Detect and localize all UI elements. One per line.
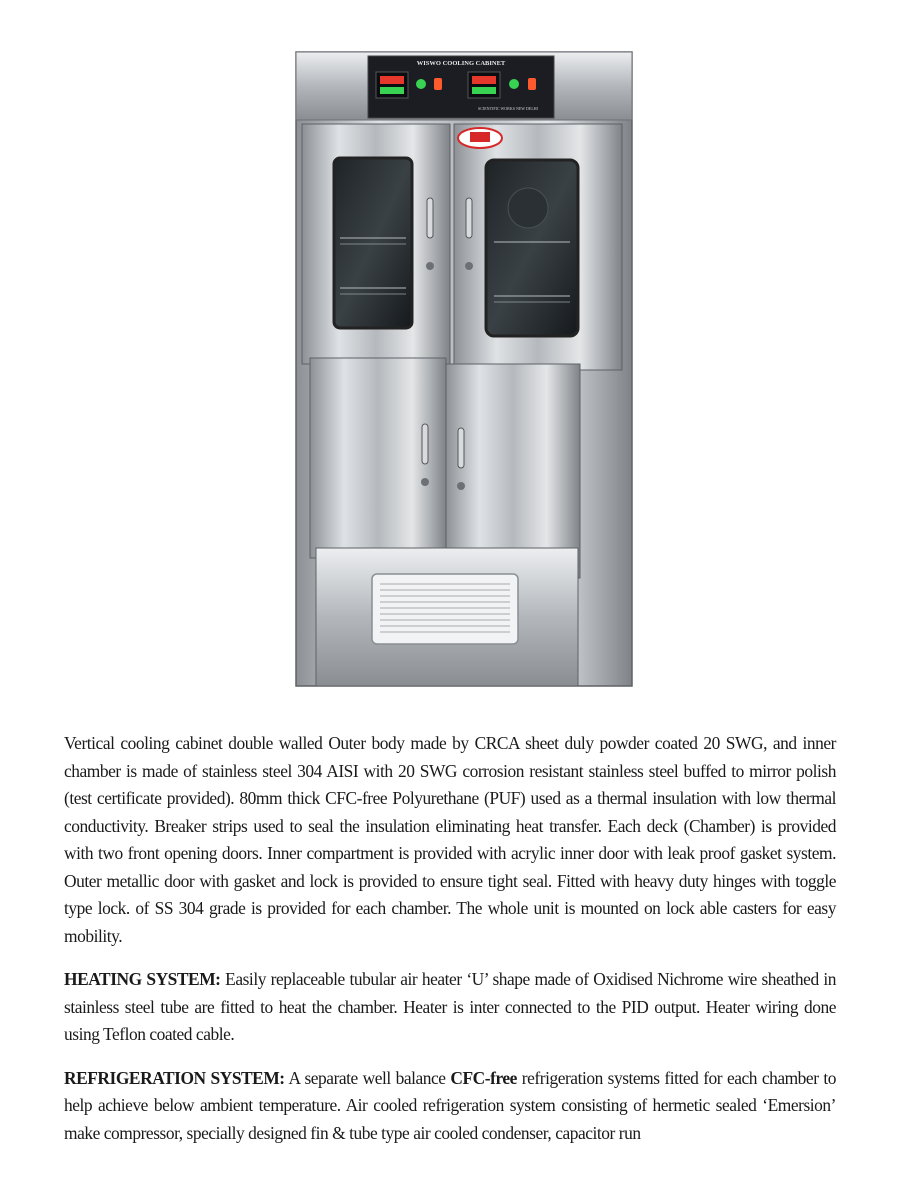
upper-left-glass-window: [334, 158, 412, 328]
upper-left-lock: [426, 262, 434, 270]
control-panel: [368, 56, 554, 118]
lower-right-lock: [457, 482, 465, 490]
right-temperature-controller: [468, 72, 500, 98]
lower-left-lock: [421, 478, 429, 486]
refrigeration-heading: REFRIGERATION SYSTEM:: [64, 1067, 285, 1088]
upper-left-door: [302, 124, 450, 364]
upper-right-lock: [465, 262, 473, 270]
panel-subtitle: SCIENTIFIC WORKS NEW DELHI: [478, 106, 538, 111]
product-description: [64, 730, 836, 1163]
heating-heading: HEATING SYSTEM:: [64, 969, 221, 989]
refrigeration-text-2: refrigeration systems fitted for each chamber to help achieve below ambient temperature. Air cooled refrigeration system consisting of hermetic sealed ‘Emersion’ make compressor, specially designed fin & tube type air cooled condenser, capacitor run: [64, 1067, 836, 1143]
lower-left-door: [310, 358, 446, 558]
lower-right-handle: [458, 428, 464, 468]
intro-paragraph: Vertical cooling cabinet double walled Outer body made by CRCA sheet duly powder coated 20 SWG, and inner chamber is made of stainless steel 304 AISI with 20 SWG corrosion resistant stainless steel buffed to mirror polish (test certificate provided). 80mm thick CFC-free Polyurethane (PUF) used as a thermal insulation with low thermal conductivity. Breaker strips used to seal the insulation eliminating heat transfer. Each deck (Chamber) is provided with two front opening doors. Inner compartment is provided with acrylic inner door with leak proof gasket system. Outer metallic door with gasket and lock is provided to ensure tight seal. Fitted with heavy duty hinges with toggle type lock. of SS 304 grade is provided for each chamber. The whole unit is mounted on lock able casters for easy mobility.: [64, 733, 836, 946]
refrigeration-paragraph: [64, 1065, 836, 1148]
right-green-indicator-light: [509, 79, 519, 89]
left-temperature-controller: [376, 72, 408, 98]
panel-title: WISWO COOLING CABINET: [416, 60, 506, 67]
upper-right-door: [454, 124, 622, 370]
left-red-switch: [434, 78, 442, 90]
refrigeration-text-1: A separate well balance: [284, 1067, 451, 1088]
heating-text: Easily replaceable tubular air heater ‘U’ shape made of Oxidised Nichrome wire sheathed in stainless steel tube are fitted to heat the chamber. Heater is inter connected to the PID output. Heater wiring done using Teflon coated cable.: [64, 969, 836, 1044]
refrigeration-cfc-free: CFC-free: [450, 1067, 517, 1088]
right-red-switch: [528, 78, 536, 90]
upper-left-handle: [427, 198, 433, 238]
upper-right-handle: [466, 198, 472, 238]
cooling-cabinet-photo: [290, 48, 640, 690]
lower-right-door: [446, 364, 580, 578]
upper-right-glass-window: [486, 160, 578, 336]
ventilation-grille: [372, 574, 518, 644]
lower-left-handle: [422, 424, 428, 464]
heating-paragraph: [64, 966, 836, 1049]
left-green-indicator-light: [416, 79, 426, 89]
